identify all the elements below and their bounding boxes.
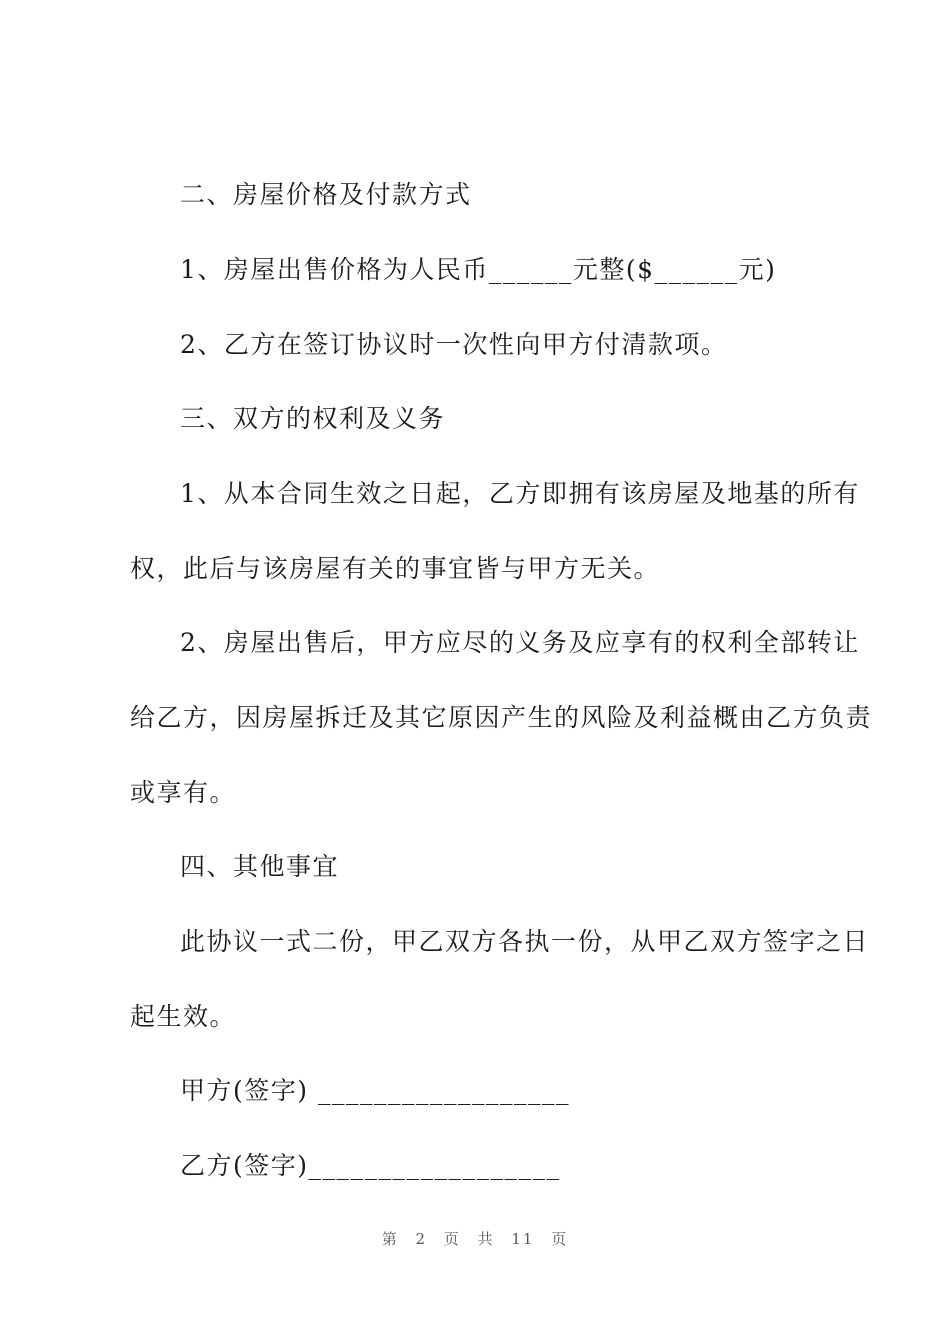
- signature-party-b: 乙方(签字)__________________: [180, 1151, 561, 1180]
- clause-transfer-line-2: 给乙方，因房屋拆迁及其它原因产生的风险及利益概由乙方负责: [130, 703, 873, 732]
- clause-transfer-line-3: 或享有。: [130, 778, 237, 807]
- clause-copies-line-2: 起生效。: [130, 1002, 237, 1031]
- clause-payment: 2、乙方在签订协议时一次性向甲方付清款项。: [180, 330, 728, 359]
- section-heading-price-payment: 二、房屋价格及付款方式: [180, 180, 472, 209]
- clause-ownership-line-2: 权，此后与该房屋有关的事宜皆与甲方无关。: [130, 554, 661, 583]
- signature-party-a: 甲方(签字) __________________: [180, 1076, 570, 1105]
- clause-price: 1、房屋出售价格为人民币______元整($______元): [180, 255, 777, 284]
- section-heading-other-matters: 四、其他事宜: [180, 852, 340, 881]
- clause-transfer-line-1: 2、房屋出售后，甲方应尽的义务及应享有的权利全部转让: [180, 628, 860, 657]
- clause-copies-line-1: 此协议一式二份，甲乙双方各执一份，从甲乙双方签字之日: [180, 927, 870, 956]
- page-number-footer: 第 2 页 共 11 页: [381, 1230, 569, 1248]
- clause-ownership-line-1: 1、从本合同生效之日起，乙方即拥有该房屋及地基的所有: [180, 479, 860, 508]
- section-heading-rights-obligations: 三、双方的权利及义务: [180, 404, 446, 433]
